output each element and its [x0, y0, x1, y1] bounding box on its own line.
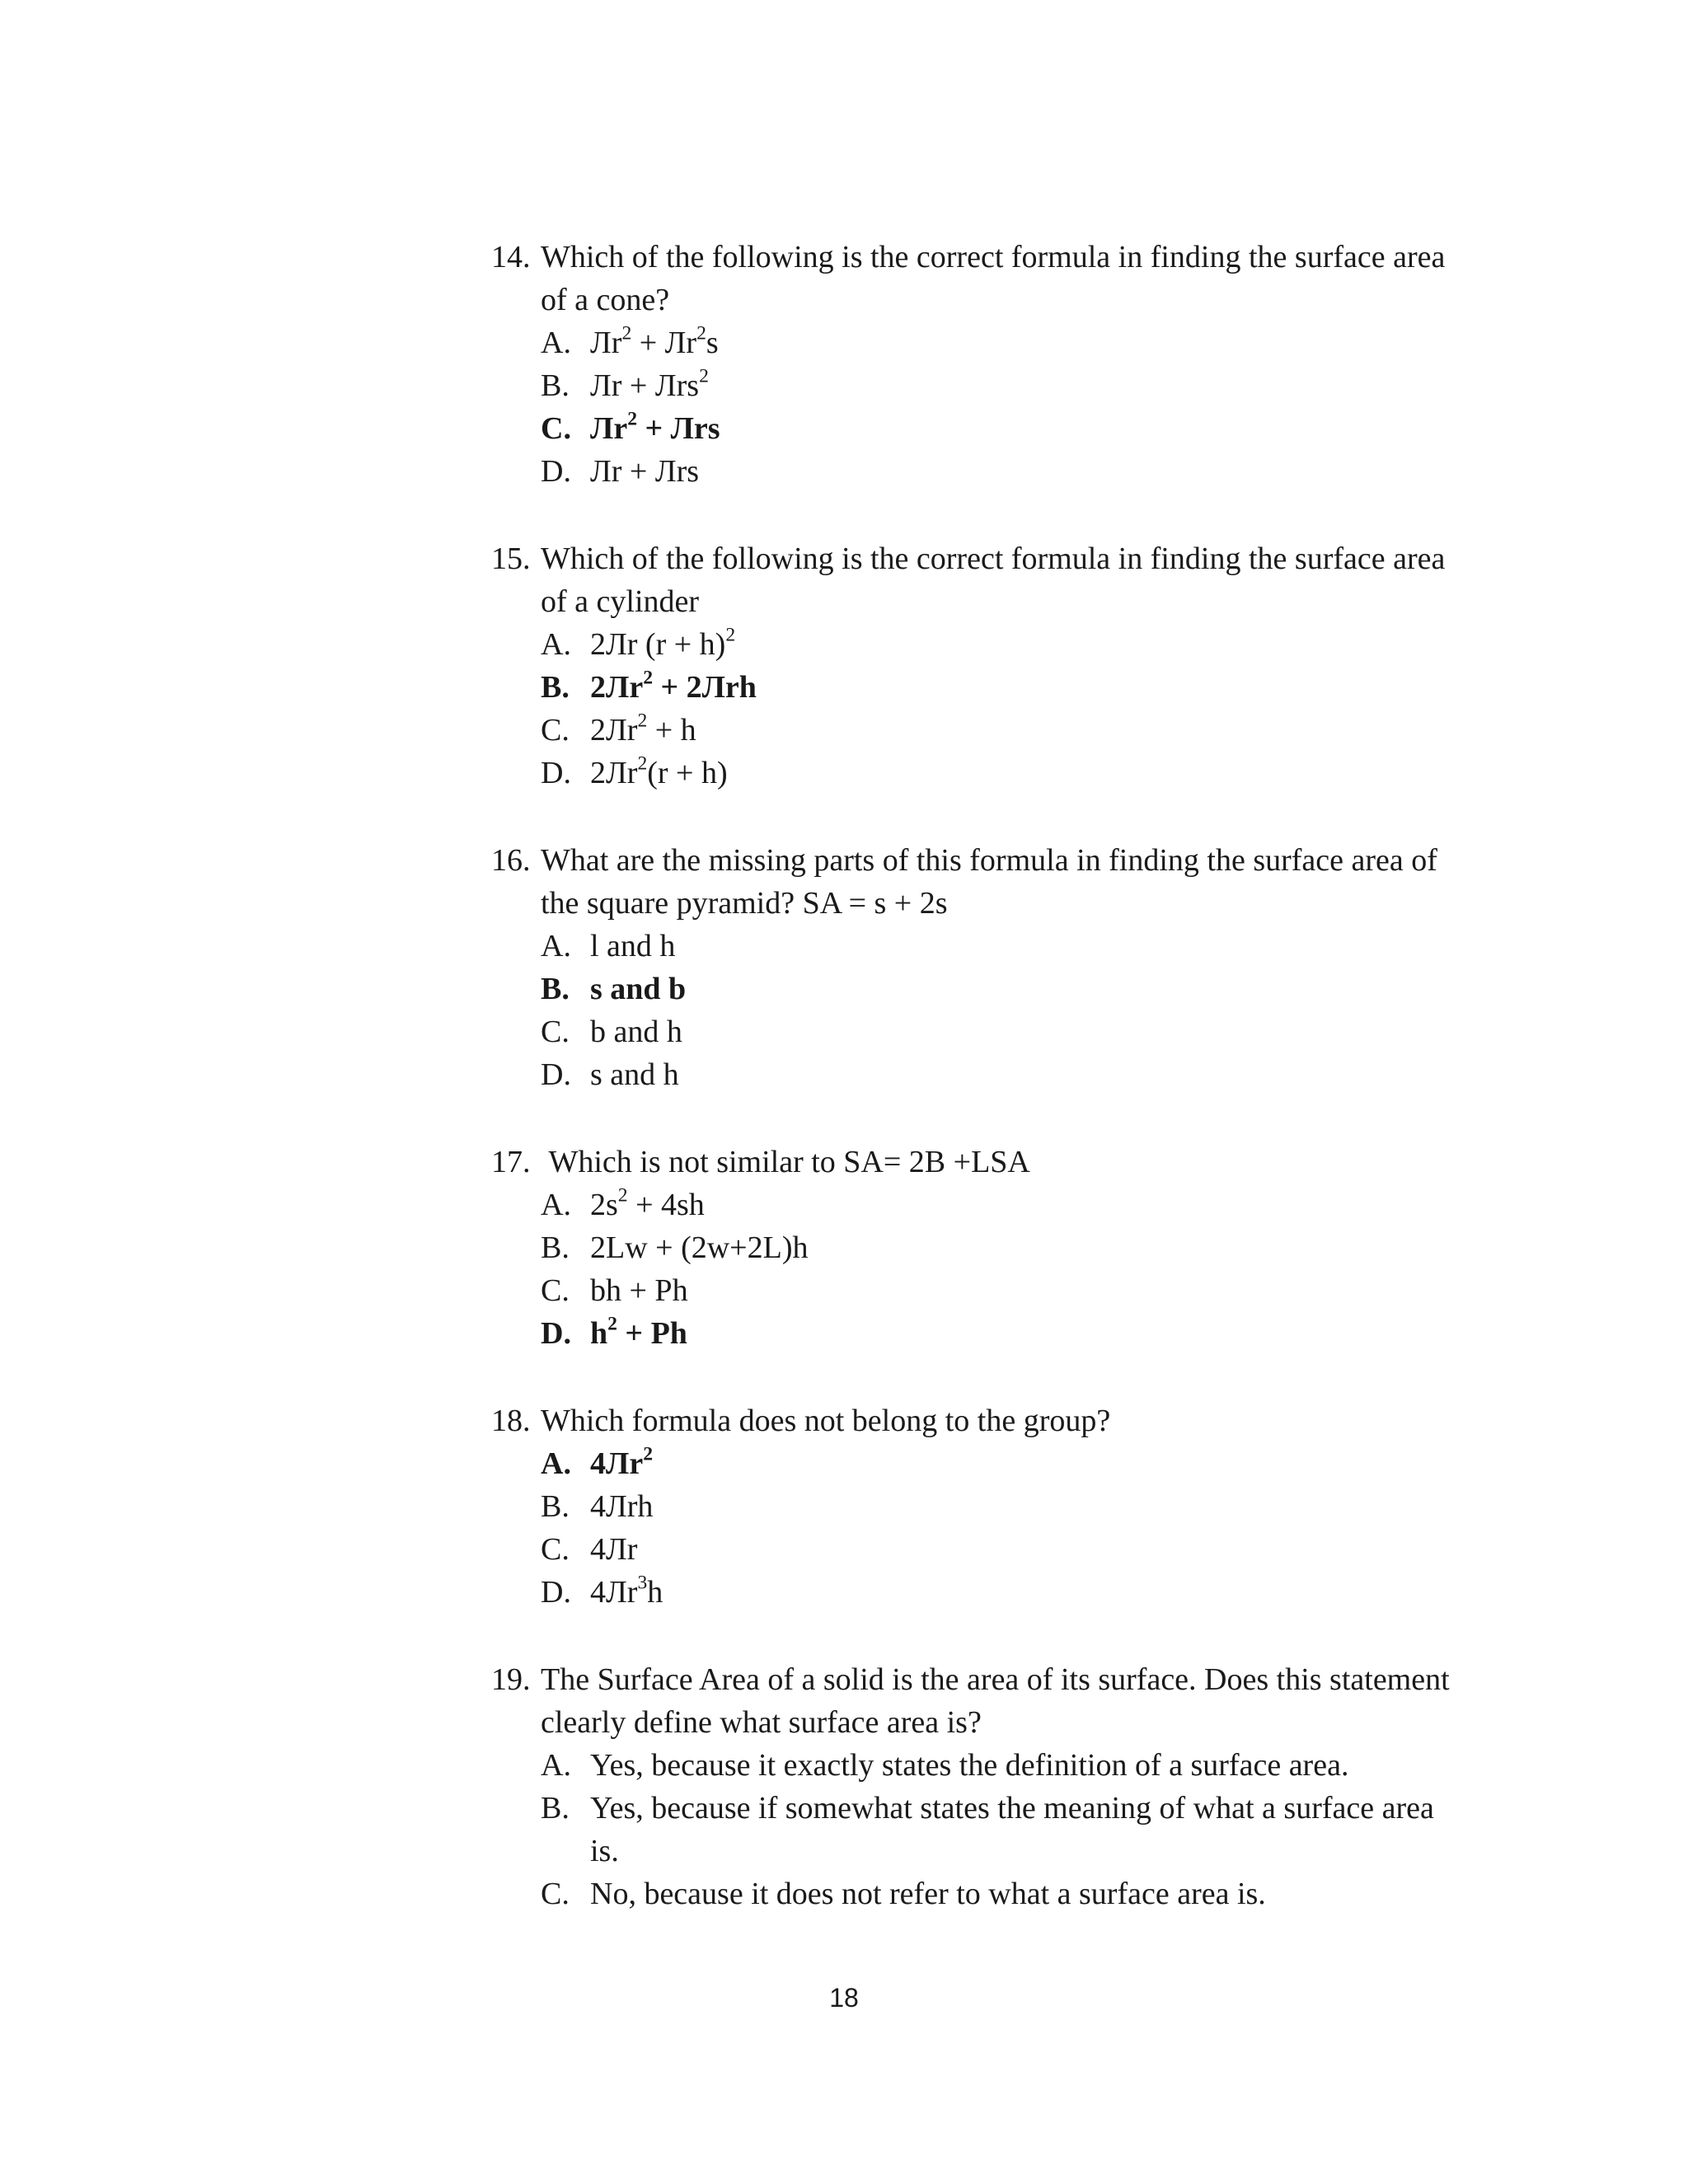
- option-text-part: Лr: [590, 411, 628, 446]
- answer-option: [541, 1226, 1464, 1269]
- option-letter: B.: [541, 1489, 570, 1524]
- option-text: [590, 1010, 1464, 1053]
- option-text-part: h: [590, 1316, 608, 1351]
- exponent: 2: [643, 1443, 653, 1465]
- answer-option: [541, 1571, 1464, 1614]
- question-15: [491, 537, 1464, 794]
- answer-option: [541, 1485, 1464, 1528]
- option-text-part: + Лr: [631, 326, 697, 360]
- answer-option: [541, 321, 1464, 364]
- answer-option: [541, 666, 1464, 709]
- answer-option: [541, 1744, 1464, 1787]
- answer-option: [541, 450, 1464, 493]
- answer-option: [541, 407, 1464, 450]
- question-text: Which formula does not belong to the group?: [541, 1404, 1111, 1438]
- option-text-part: No, because it does not refer to what a surface area is.: [590, 1877, 1266, 1911]
- answer-option: [541, 364, 1464, 407]
- question-number: 14.: [491, 240, 531, 274]
- option-text: [590, 1787, 1464, 1872]
- option-letter: A.: [541, 326, 571, 360]
- option-text-part: + Ph: [617, 1316, 687, 1351]
- option-text: [590, 1571, 1464, 1614]
- question-19: [491, 1658, 1464, 1915]
- option-text: [590, 1485, 1464, 1528]
- option-text: [590, 407, 1464, 450]
- option-text-part: s and h: [590, 1057, 679, 1092]
- option-letter: D.: [541, 1316, 571, 1351]
- question-number: 19.: [491, 1662, 531, 1697]
- option-letter: B.: [541, 1230, 570, 1265]
- question-text: Which of the following is the correct formula in finding the surface area of a cylinder: [541, 541, 1453, 619]
- option-letter: C.: [541, 1273, 570, 1308]
- option-text-part: Лr + Лrs: [590, 368, 700, 403]
- question-14: [491, 236, 1464, 493]
- option-letter: A.: [541, 1188, 571, 1222]
- option-text-part: + h: [647, 713, 696, 748]
- exponent: 3: [637, 1572, 648, 1594]
- option-text: [590, 364, 1464, 407]
- option-letter: B.: [541, 1791, 570, 1825]
- option-text: [590, 1226, 1464, 1269]
- option-text-part: 2Лr: [590, 670, 644, 705]
- option-letter: C.: [541, 1015, 570, 1049]
- answer-option: [541, 968, 1464, 1010]
- option-text-part: 4Лr: [590, 1446, 644, 1481]
- exponent: 2: [725, 624, 736, 646]
- answer-option: [541, 1010, 1464, 1053]
- question-stem: [491, 1658, 1464, 1744]
- option-letter: C.: [541, 411, 571, 446]
- option-text-part: 2Лr: [590, 756, 638, 790]
- question-text: The Surface Area of a solid is the area of its surface. Does this statement clearly define what surface area is?: [541, 1662, 1458, 1740]
- option-letter: D.: [541, 1575, 571, 1610]
- option-letter: B.: [541, 368, 570, 403]
- option-text: [590, 709, 1464, 752]
- answer-options: [491, 1442, 1464, 1614]
- option-letter: C.: [541, 1877, 570, 1911]
- option-letter: D.: [541, 756, 571, 790]
- answer-option: [541, 623, 1464, 666]
- option-letter: C.: [541, 713, 570, 748]
- option-text: [590, 623, 1464, 666]
- option-text: [590, 1269, 1464, 1312]
- option-text: [590, 752, 1464, 794]
- option-letter: B.: [541, 972, 570, 1006]
- option-letter: B.: [541, 670, 570, 705]
- option-text: [590, 1183, 1464, 1226]
- option-text-part: 2Лr (r + h): [590, 627, 726, 662]
- option-letter: A.: [541, 1446, 571, 1481]
- answer-option: [541, 1442, 1464, 1485]
- question-text: What are the missing parts of this formula in finding the surface area of the square pyramid? SA = s + 2s: [541, 843, 1446, 921]
- answer-option: [541, 925, 1464, 968]
- question-number: 18.: [491, 1404, 531, 1438]
- question-stem: [491, 236, 1464, 321]
- option-text-part: Лr: [590, 326, 622, 360]
- question-stem: [491, 537, 1464, 623]
- exponent: 2: [617, 1184, 628, 1207]
- option-text: [590, 1442, 1464, 1485]
- option-text-part: 4Лrh: [590, 1489, 654, 1524]
- answer-options: [491, 1183, 1464, 1355]
- option-text-part: Yes, because it exactly states the definition of a surface area.: [590, 1748, 1349, 1783]
- option-text: [590, 968, 1464, 1010]
- exponent: 2: [637, 752, 648, 775]
- option-text-part: + 4sh: [627, 1188, 705, 1222]
- option-text-part: (r + h): [647, 756, 728, 790]
- option-text-part: 4Лr: [590, 1532, 638, 1567]
- answer-option: [541, 1053, 1464, 1096]
- question-stem: [491, 1399, 1464, 1442]
- question-stem: [491, 1141, 1464, 1183]
- answer-option: [541, 1269, 1464, 1312]
- option-text-part: 2Лr: [590, 713, 638, 748]
- option-text: [590, 1744, 1464, 1787]
- option-letter: C.: [541, 1532, 570, 1567]
- option-text-part: bh + Ph: [590, 1273, 688, 1308]
- answer-option: [541, 709, 1464, 752]
- exponent: 2: [621, 322, 632, 344]
- question-stem: [491, 839, 1464, 925]
- answer-options: [491, 623, 1464, 794]
- option-text-part: + 2Лrh: [652, 670, 757, 705]
- option-letter: A.: [541, 627, 571, 662]
- question-text: Which of the following is the correct formula in finding the surface area of a cone?: [541, 240, 1453, 317]
- option-text: [590, 450, 1464, 493]
- option-text: [590, 666, 1464, 709]
- option-text: [590, 1053, 1464, 1096]
- answer-options: [491, 925, 1464, 1096]
- question-number: 15.: [491, 541, 531, 576]
- answer-option: [541, 752, 1464, 794]
- exponent: 2: [627, 408, 637, 430]
- option-letter: A.: [541, 929, 571, 963]
- option-text-part: + Лrs: [636, 411, 720, 446]
- page-number: 18: [829, 1983, 859, 2013]
- question-17: [491, 1141, 1464, 1355]
- option-text-part: l and h: [590, 929, 676, 963]
- option-text-part: Yes, because if somewhat states the meaning of what a surface area is.: [590, 1791, 1434, 1868]
- question-18: [491, 1399, 1464, 1614]
- exponent: 2: [637, 710, 648, 732]
- option-text: [590, 1528, 1464, 1571]
- option-text-part: s and b: [590, 972, 687, 1006]
- answer-option: [541, 1872, 1464, 1915]
- exponent: 2: [699, 365, 709, 387]
- option-text: [590, 1872, 1464, 1915]
- question-number: 16.: [491, 843, 531, 878]
- option-text: [590, 1312, 1464, 1355]
- question-16: [491, 839, 1464, 1096]
- option-text: [590, 321, 1464, 364]
- answer-option: [541, 1183, 1464, 1226]
- answer-options: [491, 321, 1464, 493]
- option-letter: A.: [541, 1748, 571, 1783]
- option-text-part: b and h: [590, 1015, 682, 1049]
- answer-options: [491, 1744, 1464, 1915]
- question-text: Which is not similar to SA= 2B +LSA: [541, 1145, 1030, 1179]
- answer-option: [541, 1787, 1464, 1872]
- option-text-part: 2Lw + (2w+2L)h: [590, 1230, 809, 1265]
- exponent: 2: [696, 322, 706, 344]
- exponent: 2: [607, 1313, 617, 1335]
- option-text-part: Лr + Лrs: [590, 454, 700, 489]
- option-letter: D.: [541, 454, 571, 489]
- option-text-part: h: [647, 1575, 663, 1610]
- option-text-part: s: [706, 326, 719, 360]
- option-letter: D.: [541, 1057, 571, 1092]
- answer-option: [541, 1312, 1464, 1355]
- answer-option: [541, 1528, 1464, 1571]
- option-text-part: 2s: [590, 1188, 618, 1222]
- question-number: 17.: [491, 1145, 531, 1179]
- exponent: 2: [643, 667, 653, 689]
- option-text-part: 4Лr: [590, 1575, 638, 1610]
- option-text: [590, 925, 1464, 968]
